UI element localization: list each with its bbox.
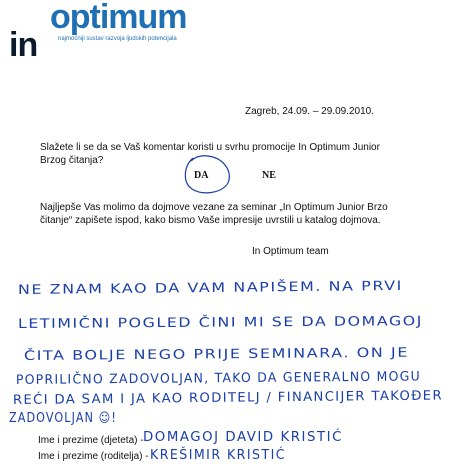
child-name-label: Ime i prezime (djeteta) - [38,435,144,446]
place-and-date: Zagreb, 24.09. – 29.09.2010. [245,106,374,117]
selection-circle [185,156,229,193]
logo-tagline: najmoćniji sustav razvoja ljudskih potencijala [58,36,177,42]
parent-name-label: Ime i prezime (roditelja) - [38,451,149,462]
consent-question: Slažete li se da se Vaš komentar koristi u svrhu promocije In Optimum Junior Brzog čitanja? [40,142,380,166]
team-signature: In Optimum team [252,246,329,257]
child-name-value: DOMAGOJ DAVID KRISTIĆ [143,430,339,445]
option-no[interactable]: NE [262,170,276,181]
logo-in-word: in [9,26,38,64]
option-yes[interactable]: DA [194,170,209,181]
comment-line-6: ZADOVOLJAN ☺! [9,411,117,426]
comment-request: Najljepše Vas molimo da dojmove vezane za seminar „In Optimum Junior Brzo čitanje“ zapišete ispod, kako bismo Vaše impresije uvrstili u katalog dojmova. [40,202,388,226]
comment-line-3: ČITA BOLJE NEGO PRIJE SEMINARA. ON JE [23,346,339,364]
comment-line-4: POPRILIČNO ZADOVOLJAN, TAKO DA GENERALNO MOGU [15,369,439,388]
parent-name-value: KREŠIMIR KRISTIĆ [150,448,291,463]
comment-line-1: NE ZNAM KAO DA VAM NAPIŠEM. NA PRVI [17,279,333,298]
logo-optimum-word: optimum [50,0,187,36]
comment-line-2: LETIMIČNI POGLED ČINI MI SE DA DOMAGOJ [17,314,352,332]
comment-line-5: REĆI DA SAM I JA KAO RODITELJ / FINANCIJER TAKOĐER [12,388,436,408]
